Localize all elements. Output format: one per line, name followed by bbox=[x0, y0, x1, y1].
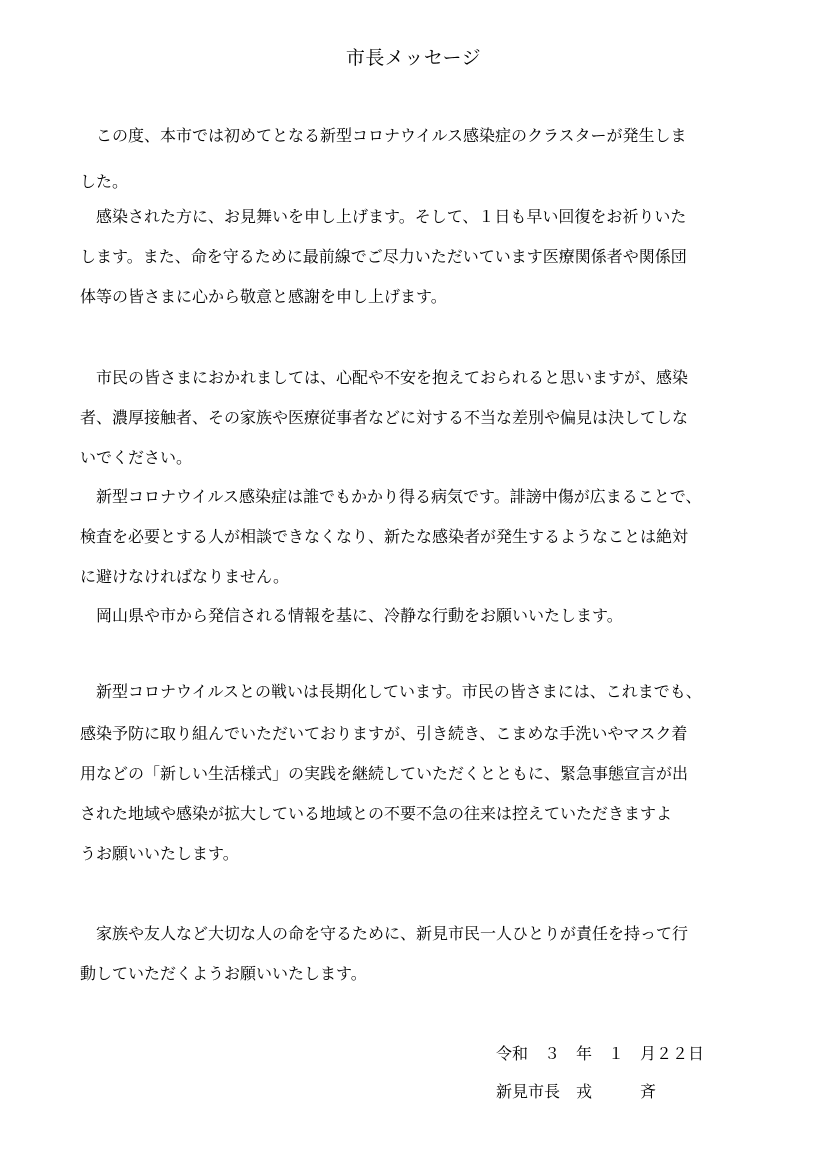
paragraph-1-line-1: この度、本市では初めてとなる新型コロナウイルス感染症のクラスターが発生しま bbox=[96, 126, 687, 145]
paragraph-5-line-1: 岡山県や市から発信される情報を基に、冷静な行動をお願いいたします。 bbox=[96, 606, 623, 625]
document-title: 市長メッセージ bbox=[345, 47, 482, 69]
signature-date: 令和 ３ 年 １ 月２２日 bbox=[496, 1044, 705, 1063]
paragraph-4-line-2: 検査を必要とする人が相談できなくなり、新たな感染者が発生するようなことは絶対 bbox=[80, 527, 689, 546]
paragraph-4-line-3: に避けなければなりません。 bbox=[80, 567, 289, 586]
signature-author: 新見市長 戎 斉 bbox=[496, 1082, 657, 1101]
paragraph-6-line-4: された地域や感染が拡大している地域との不要不急の往来は控えていただきますよ bbox=[80, 804, 673, 823]
paragraph-2-line-3: 体等の皆さまに心から敬意と感謝を申し上げます。 bbox=[80, 287, 447, 306]
paragraph-6-line-3: 用などの「新しい生活様式」の実践を継続していただくとともに、緊急事態宣言が出 bbox=[80, 764, 689, 783]
paragraph-2-line-2: します。また、命を守るために最前線でご尽力いただいています医療関係者や関係団 bbox=[80, 247, 687, 266]
paragraph-1-line-2: した。 bbox=[80, 172, 129, 191]
paragraph-3-line-1: 市民の皆さまにおかれましては、心配や不安を抱えておられると思いますが、感染 bbox=[96, 368, 689, 387]
paragraph-6-line-1: 新型コロナウイルスとの戦いは長期化しています。市民の皆さまには、これまでも、 bbox=[96, 682, 702, 701]
paragraph-4-line-1: 新型コロナウイルス感染症は誰でもかかり得る病気です。誹謗中傷が広まることで、 bbox=[96, 487, 702, 506]
paragraph-2-line-1: 感染された方に、お見舞いを申し上げます。そして、１日も早い回復をお祈りいた bbox=[96, 207, 687, 226]
paragraph-7-line-1: 家族や友人など大切な人の命を守るために、新見市民一人ひとりが責任を持って行 bbox=[96, 924, 689, 943]
paragraph-6-line-5: うお願いいたします。 bbox=[80, 844, 239, 863]
paragraph-7-line-2: 動していただくようお願いいたします。 bbox=[80, 964, 367, 983]
paragraph-3-line-2: 者、濃厚接触者、その家族や医療従事者などに対する不当な差別や偏見は決してしな bbox=[80, 408, 689, 427]
paragraph-3-line-3: いでください。 bbox=[80, 448, 193, 467]
paragraph-6-line-2: 感染予防に取り組んでいただいておりますが、引き続き、こまめな手洗いやマスク着 bbox=[80, 724, 688, 743]
